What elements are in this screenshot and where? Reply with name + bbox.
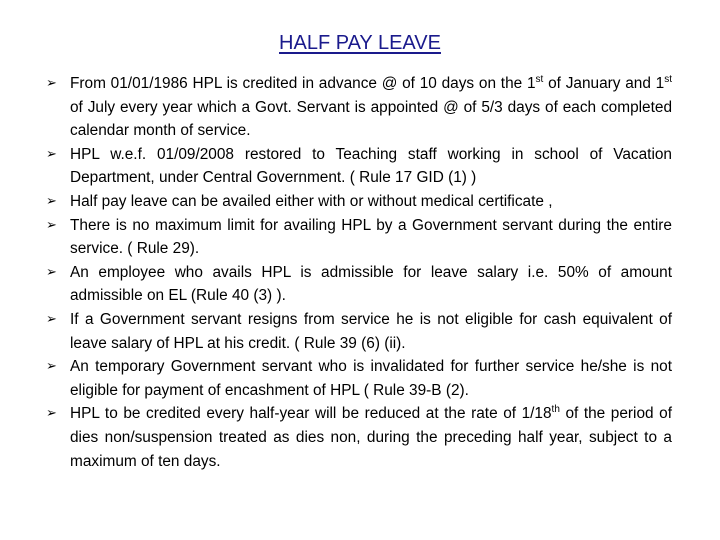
bullet-list (46, 72, 672, 473)
bullet-item (46, 308, 672, 355)
arrow-bullet-icon: ➢ (46, 217, 57, 233)
bullet-text: An employee who avails HPL is admissible for leave salary i.e. 50% of amount admissible on EL (Rule 40 (3) ). (70, 263, 672, 305)
bullet-text-part: of July every year which a Govt. Servant is appointed @ of 5/3 days of each completed calendar month of service. (70, 98, 672, 140)
bullet-item (46, 355, 672, 402)
bullet-text-part: of the period of dies non/suspension treated as dies non, during the preceding half year, subject to a maximum of ten days. (70, 405, 672, 470)
arrow-bullet-icon: ➢ (46, 359, 57, 375)
arrow-bullet-icon: ➢ (46, 311, 57, 327)
bullet-text: Half pay leave can be availed either with or without medical certificate , (70, 192, 553, 210)
bullet-item (46, 214, 672, 261)
page-title (0, 30, 720, 56)
bullet-text: There is no maximum limit for availing HPL by a Government servant during the entire service. ( Rule 29). (70, 216, 672, 258)
arrow-bullet-icon: ➢ (46, 193, 57, 209)
bullet-text-part: of January and 1 (543, 75, 665, 92)
bullet-item (46, 143, 672, 190)
bullet-text-part: HPL to be credited every half-year will be reduced at the rate of 1/18 (70, 405, 552, 423)
bullet-item (46, 402, 672, 473)
bullet-text-part: From 01/01/1986 HPL is credited in advance @ of 10 days on the 1 (70, 75, 536, 92)
bullet-item (46, 261, 672, 308)
arrow-bullet-icon: ➢ (46, 146, 57, 162)
bullet-text: HPL w.e.f. 01/09/2008 restored to Teaching staff working in school of Vacation Department, under Central Government. ( Rule 17 GID (1) ) (70, 145, 672, 187)
arrow-bullet-icon: ➢ (46, 264, 57, 280)
bullet-item (46, 72, 672, 143)
bullet-text: If a Government servant resigns from service he is not eligible for cash equivalent of leave salary of HPL at his credit. ( Rule 39 (6) (ii). (70, 310, 672, 352)
bullet-text: An temporary Government servant who is invalidated for further service he/she is not eligible for payment of encashment of HPL ( Rule 39-B (2). (70, 358, 672, 399)
arrow-bullet-icon: ➢ (46, 406, 57, 422)
page-title-text: HALF PAY LEAVE (279, 32, 441, 54)
ordinal-suffix: st (535, 74, 544, 85)
ordinal-suffix: st (664, 74, 673, 85)
bullet-item (46, 190, 672, 214)
arrow-bullet-icon: ➢ (46, 76, 57, 91)
ordinal-suffix: th (551, 404, 560, 416)
